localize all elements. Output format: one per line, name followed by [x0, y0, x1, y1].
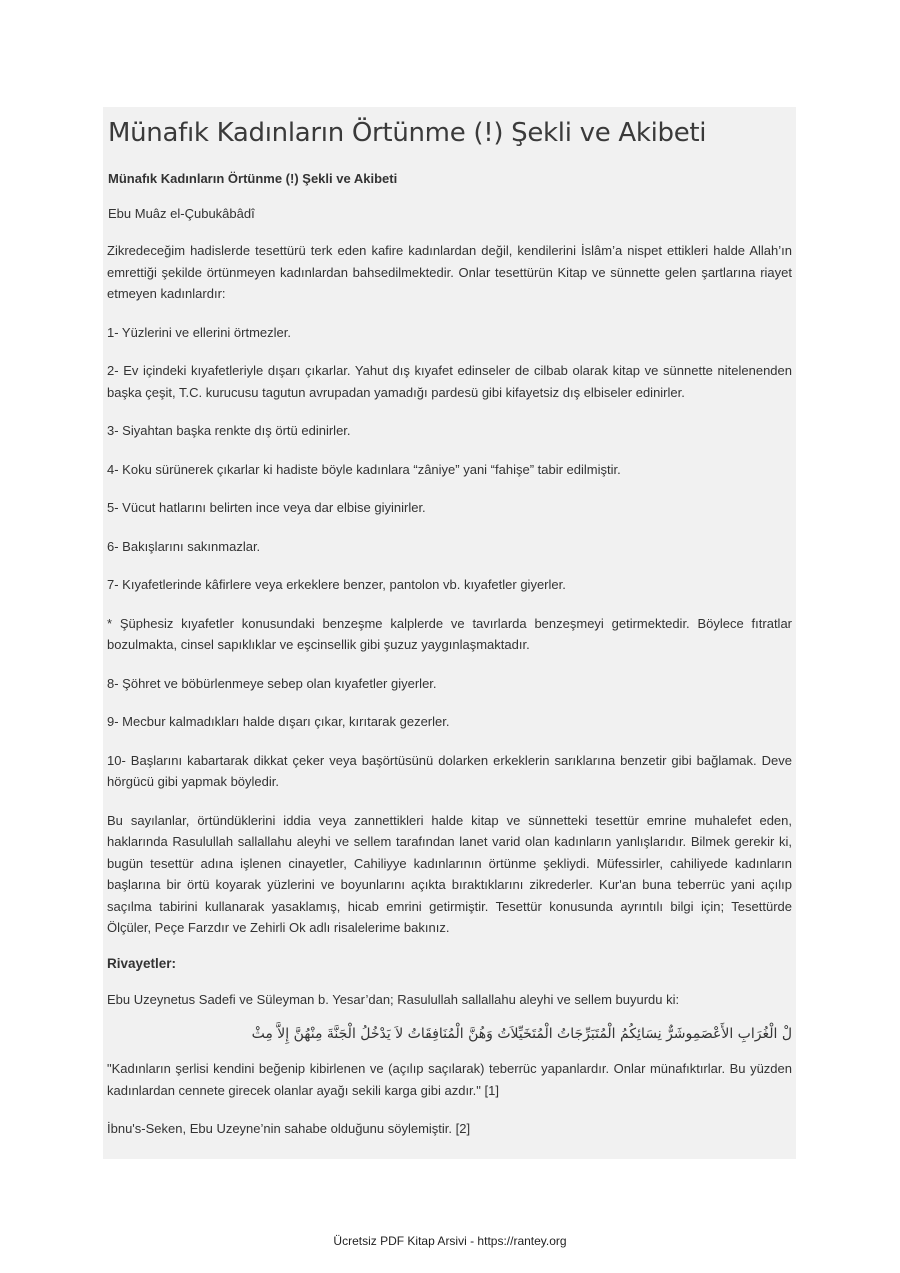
list-item: 6- Bakışlarını sakınmazlar.: [107, 538, 261, 554]
list-item: 7- Kıyafetlerinde kâfirlere veya erkeklere benzer, pantolon vb. kıyafetler giyerler.: [107, 577, 566, 592]
list-item: 2- Ev içindeki kıyafetleriyle dışarı çıkarlar. Yahut dış kıyafet edinseler de cilbab olarak kitap ve sünnette nitelenenden başka çeşit, T.C. kurucusu tagutun avrupadan yamadığı pardesü gibi kifayetsiz dış elbiseler edinirler.: [107, 363, 792, 400]
intro-paragraph: Zikredeceğim hadislerde tesettürü terk eden kafire kadınlardan değil, kendilerini İslâm’a nispet ettikleri halde Allah’ın emrettiği şekilde örtünmeyen kadınlardan bahsedilmektedir. Onlar tesettürün Kitap ve sünnette gelen şartlarına riayet etmeyen kadınlardır:: [107, 243, 792, 301]
article-subtitle: Münafık Kadınların Örtünme (!) Şekli ve Akibeti: [108, 171, 398, 186]
narration-intro: Ebu Uzeynetus Sadefi ve Süleyman b. Yesar’dan; Rasulullah sallallahu aleyhi ve sellem buyurdu ki:: [107, 991, 680, 1007]
section-heading: Rivayetler:: [107, 955, 177, 971]
arabic-hadith: لْ الْغُرَابِ الأَعْصَمِوشَرٌّ نِسَائِكُمُ الْمُتَبَرِّجَاتُ الْمُتَخَيِّلاَتُ وَهُنَّ الْمُنَافِقَاتُ لاَ يَدْخُلُ الْجَنَّةَ مِنْهُنَّ إِلاَّ مِثْ: [251, 1026, 792, 1042]
list-item: 10- Başlarını kabartarak dikkat çeker veya başörtüsünü dolarken erkeklerin sarıklarına benzetir gibi bağlamak. Deve hörgücü gibi yapmak böyledir.: [107, 752, 792, 789]
list-item: 3- Siyahtan başka renkte dış örtü edinirler.: [107, 423, 351, 438]
list-item: 8- Şöhret ve böbürlenmeye sebep olan kıyafetler giyerler.: [107, 675, 437, 691]
page-title: Münafık Kadınların Örtünme (!) Şekli ve Akibeti: [108, 118, 707, 148]
summary-paragraph: Bu sayılanlar, örtündüklerini iddia veya zannettikleri halde kitap ve sünnetteki tesettür emrine muhalefet eden, haklarında Rasulullah sallallahu aleyhi ve sellem tarafından lanet varid olan kadınların yanlışlarıdır. Bilmek gerekir ki, bugün tesettür adına işlenen cinayetler, Cahiliyye kadınlarının örtünme şekliydi. Müfessirler, cahiliyede kadınların başlarına bir örtü koyarak yüzlerini ve boyunlarını açıkta bıraktıklarını zikrederler. Kur'an buna teberrüc yani açılıp saçılma tabirini kullanarak yasaklamış, hicab emrini getirmiştir. Tesettür konusunda ayrıntılı bilgi için; Tesettürde Ölçüler, Peçe Farzdır ve Zehirli Ok adlı risalelerime bakınız.: [107, 812, 792, 935]
author-line: Ebu Muâz el-Çubukâbâdî: [108, 206, 255, 221]
list-item: 5- Vücut hatlarını belirten ince veya dar elbise giyinirler.: [107, 500, 426, 515]
list-item: 9- Mecbur kalmadıkları halde dışarı çıkar, kırıtarak gezerler.: [107, 714, 450, 729]
translation-paragraph: "Kadınların şerlisi kendini beğenip kibirlenen ve (açılıp saçılarak) teberrüc yapanlardır. Onlar münafıktırlar. Bu yüzden kadınlardan cennete girecek olanlar ayağı sekili karga gibi azdır." [1]: [107, 1061, 792, 1098]
article-body: [103, 107, 796, 1159]
page-footer: Ücretsiz PDF Kitap Arsivi - https://rantey.org: [333, 1234, 567, 1248]
source-note: İbnu's-Seken, Ebu Uzeyne’nin sahabe olduğunu söylemiştir. [2]: [107, 1121, 471, 1136]
list-item: 1- Yüzlerini ve ellerini örtmezler.: [107, 324, 291, 340]
list-item: 4- Koku sürünerek çıkarlar ki hadiste böyle kadınlara “zâniye” yani “fahişe” tabir edilmiştir.: [107, 461, 621, 477]
note-paragraph: * Şüphesiz kıyafetler konusundaki benzeşme kalplerde ve tavırlarda benzeşmeyi getirmektedir. Böylece fıtratlar bozulmakta, cinsel sapıklıklar ve eşcinsellik gibi şuzuz yaygınlaşmaktadır.: [107, 615, 792, 652]
